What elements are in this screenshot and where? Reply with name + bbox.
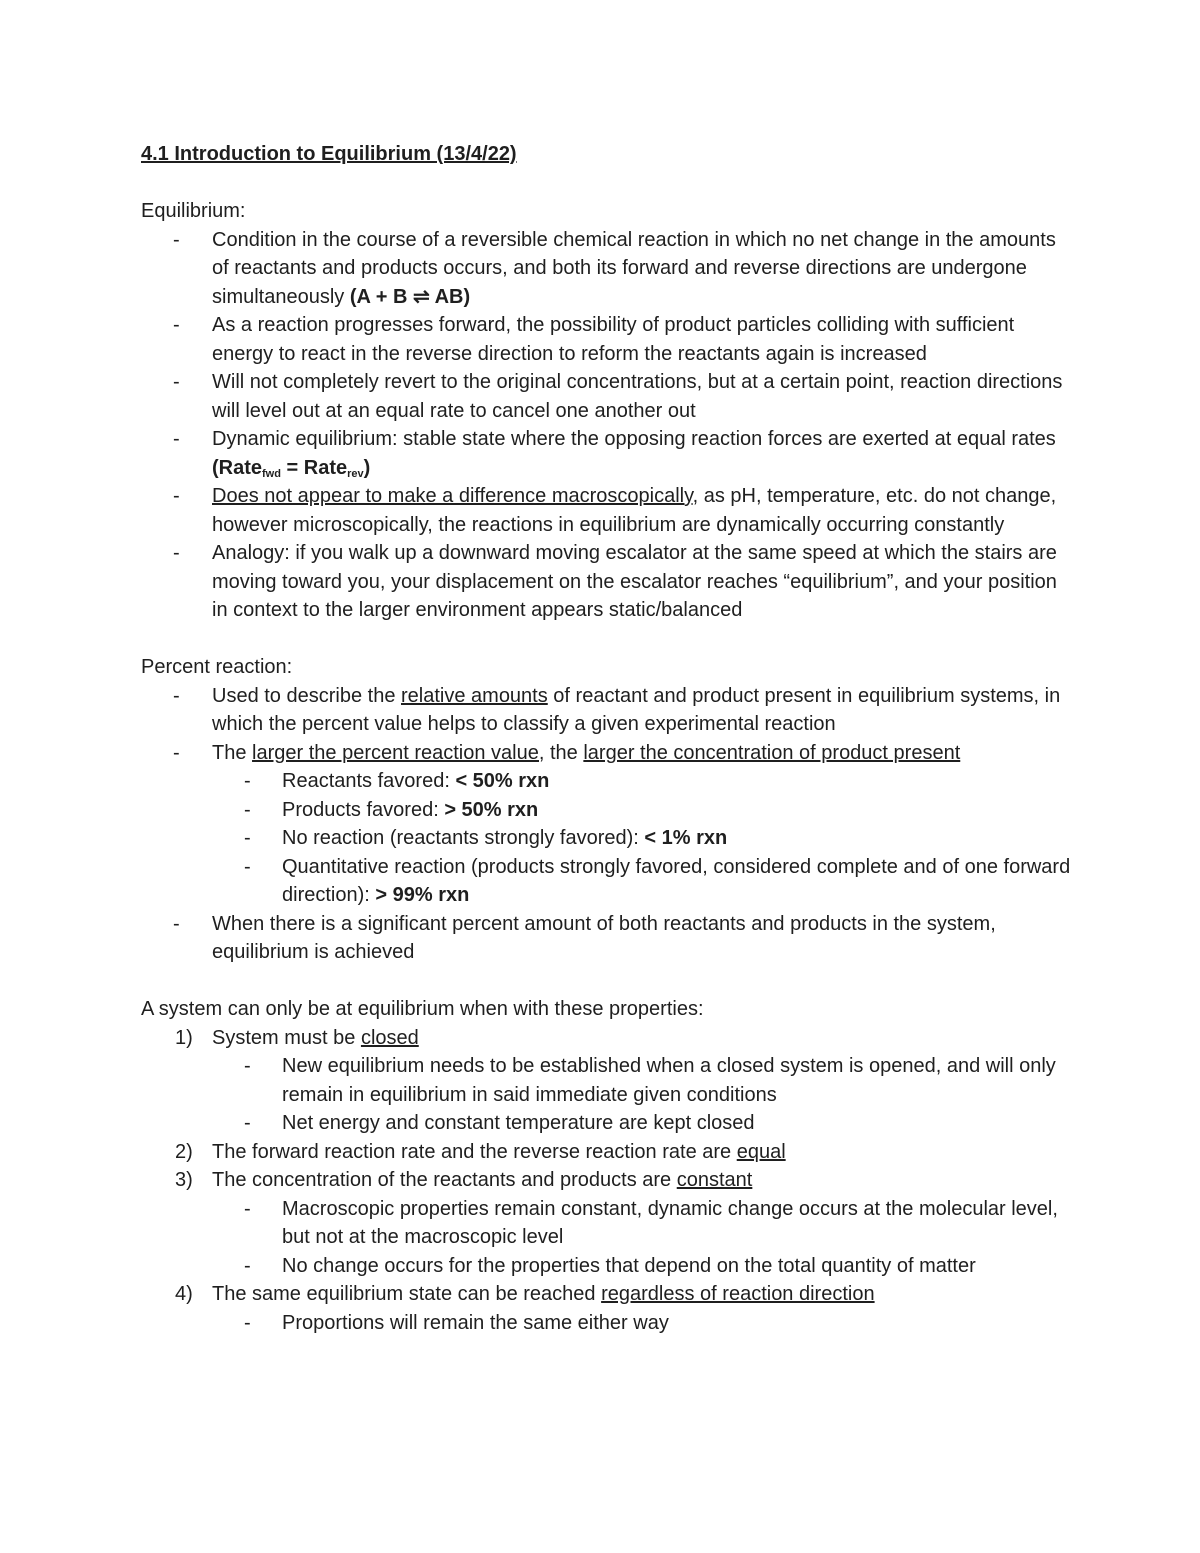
sub-list-item: - Net energy and constant temperature are kept closed	[141, 1109, 1071, 1138]
bullet-marker: -	[244, 827, 251, 849]
equilibrium-properties-heading: A system can only be at equilibrium when with these properties:	[141, 998, 704, 1020]
bullet-marker: -	[244, 1055, 251, 1077]
bullet-marker: -	[244, 798, 251, 821]
numbered-item: 3) The concentration of the reactants and products are constant	[141, 1166, 1071, 1195]
list-item: - As a reaction progresses forward, the possibility of product particles colliding with sufficient energy to react in the reverse direction to reform the reactants again is increased	[141, 311, 1071, 368]
sub-list-item: - Reactants favored: < 50% rxn	[141, 767, 1071, 796]
page-title: 4.1 Introduction to Equilibrium (13/4/22)	[141, 143, 517, 165]
bullet-marker: -	[173, 428, 180, 450]
sub-list-item: - New equilibrium needs to be established when a closed system is opened, and will only remain in equilibrium in said immediate given conditions	[141, 1052, 1071, 1109]
number-marker: 4)	[175, 1283, 193, 1305]
bullet-marker: -	[173, 314, 180, 336]
bullet-marker: -	[244, 1254, 251, 1277]
sub-list-item: - Macroscopic properties remain constant, dynamic change occurs at the molecular level, but not at the macroscopic level	[141, 1195, 1071, 1252]
list-item: - Dynamic equilibrium: stable state where the opposing reaction forces are exerted at equal rates (Rate$_{fwd}$ = Rate$_{rev}$)	[141, 425, 1071, 482]
bullet-marker: -	[173, 741, 180, 764]
list-item: - Will not completely revert to the original concentrations, but at a certain point, reaction directions will level out at an equal rate to cancel one another out	[141, 368, 1071, 425]
number-marker: 3)	[175, 1169, 193, 1191]
bullet-marker: -	[244, 1112, 251, 1134]
equilibrium-heading: Equilibrium:	[141, 200, 246, 222]
document-page	[141, 140, 1071, 1337]
list-item: - The larger the percent reaction value, the larger the concentration of product present	[141, 739, 1071, 768]
sub-list-item: - Proportions will remain the same either way	[141, 1309, 1071, 1338]
bullet-marker: -	[244, 1197, 251, 1220]
numbered-item: 4) The same equilibrium state can be reached regardless of reaction direction	[141, 1280, 1071, 1309]
bullet-marker: -	[173, 684, 180, 707]
bullet-marker: -	[173, 912, 180, 935]
sub-list-item: - Quantitative reaction (products strongly favored, considered complete and of one forward direction): > 99% rxn	[141, 853, 1071, 910]
list-item: - Condition in the course of a reversible chemical reaction in which no net change in the amounts of reactants and products occurs, and both its forward and reverse directions are undergone simultaneously (A + B ⇌ AB)	[141, 226, 1071, 312]
bullet-marker: -	[244, 1311, 251, 1334]
number-marker: 1)	[175, 1026, 193, 1049]
list-item: - When there is a significant percent amount of both reactants and products in the system, equilibrium is achieved	[141, 910, 1071, 967]
numbered-item: 2) The forward reaction rate and the reverse reaction rate are equal	[141, 1138, 1071, 1167]
bullet-marker: -	[173, 542, 180, 564]
list-item: - Does not appear to make a difference macroscopically, as pH, temperature, etc. do not change, however microscopically, the reactions in equilibrium are dynamically occurring constantly	[141, 482, 1071, 539]
number-marker: 2)	[175, 1140, 193, 1163]
percent-reaction-heading: Percent reaction:	[141, 656, 293, 678]
bullet-marker: -	[244, 855, 251, 878]
sub-list-item: - No reaction (reactants strongly favored): < 1% rxn	[141, 824, 1071, 853]
list-item: - Analogy: if you walk up a downward moving escalator at the same speed at which the stairs are moving toward you, your displacement on the escalator reaches “equilibrium”, and your position in context to the larger environment appears static/balanced	[141, 539, 1071, 625]
bullet-marker: -	[173, 485, 180, 507]
sub-list-item: - Products favored: > 50% rxn	[141, 796, 1071, 825]
sub-list-item: - No change occurs for the properties that depend on the total quantity of matter	[141, 1252, 1071, 1281]
bullet-marker: -	[244, 770, 251, 792]
bullet-marker: -	[173, 228, 180, 251]
numbered-item: 1) System must be closed	[141, 1024, 1071, 1053]
list-item: - Used to describe the relative amounts of reactant and product present in equilibrium systems, in which the percent value helps to classify a given experimental reaction	[141, 682, 1071, 739]
bullet-marker: -	[173, 371, 180, 393]
